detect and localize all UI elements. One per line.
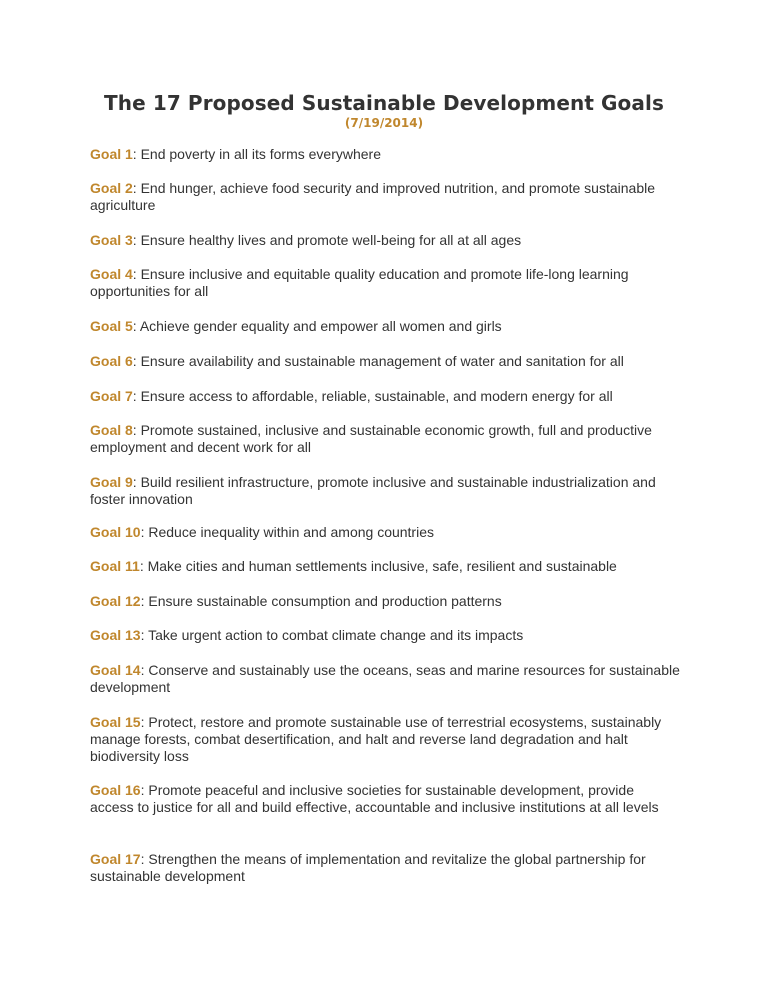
goal-text: Build resilient infrastructure, promote inclusive and sustainable industrialization and foster innovation (90, 474, 656, 507)
goal-label: Goal 14 (90, 662, 141, 678)
goal-item-10: Goal 10: Reduce inequality within and among countries (90, 524, 434, 540)
goal-label: Goal 4 (90, 266, 133, 282)
goal-label: Goal 7 (90, 388, 133, 404)
goal-item-17: Goal 17: Strengthen the means of implementation and revitalize the global partnership for sustainable development (90, 851, 646, 884)
goal-text: Ensure inclusive and equitable quality education and promote life-long learning opportunities for all (90, 266, 629, 299)
document-date: (7/19/2014) (344, 116, 424, 130)
goal-text: Ensure sustainable consumption and production patterns (148, 593, 502, 609)
goal-item-2: Goal 2: End hunger, achieve food security and improved nutrition, and promote sustainable agriculture (90, 180, 656, 213)
goal-text: Promote peaceful and inclusive societies for sustainable development, provide access to justice for all and build effective, accountable and inclusive institutions at all levels (90, 782, 659, 815)
goal-label: Goal 3 (90, 232, 133, 248)
goal-text: Ensure access to affordable, reliable, sustainable, and modern energy for all (140, 388, 613, 404)
goal-text: Achieve gender equality and empower all women and girls (139, 318, 502, 334)
goal-label: Goal 10 (90, 524, 141, 540)
goal-item-12: Goal 12: Ensure sustainable consumption and production patterns (90, 593, 502, 609)
goal-label: Goal 12 (90, 593, 141, 609)
goal-item-16: Goal 16: Promote peaceful and inclusive societies for sustainable development, provide access to justice for all and build effective, accountable and inclusive institutions at all levels (90, 782, 659, 815)
goal-label: Goal 11 (90, 558, 140, 574)
goal-item-6: Goal 6: Ensure availability and sustainable management of water and sanitation for all (90, 353, 624, 369)
page-title: The 17 Proposed Sustainable Development Goals (104, 91, 664, 115)
goal-item-7: Goal 7: Ensure access to affordable, reliable, sustainable, and modern energy for all (90, 388, 613, 404)
goal-item-5: Goal 5: Achieve gender equality and empower all women and girls (90, 318, 502, 334)
goal-label: Goal 16 (90, 782, 141, 798)
goal-text: Ensure healthy lives and promote well-being for all at all ages (140, 232, 522, 248)
goal-item-13: Goal 13: Take urgent action to combat climate change and its impacts (90, 627, 524, 643)
goal-text: Make cities and human settlements inclusive, safe, resilient and sustainable (147, 558, 617, 574)
goal-label: Goal 15 (90, 714, 141, 730)
goal-label: Goal 13 (90, 627, 141, 643)
goal-text: Ensure availability and sustainable management of water and sanitation for all (140, 353, 624, 369)
goal-label: Goal 2 (90, 180, 133, 196)
goal-label: Goal 9 (90, 474, 133, 490)
goal-text: End hunger, achieve food security and improved nutrition, and promote sustainable agriculture (90, 180, 656, 213)
goal-item-9: Goal 9: Build resilient infrastructure, promote inclusive and sustainable industrialization and foster innovation (90, 474, 656, 507)
goal-text: Strengthen the means of implementation and revitalize the global partnership for sustainable development (90, 851, 646, 884)
goal-label: Goal 8 (90, 422, 133, 438)
goal-item-14: Goal 14: Conserve and sustainably use the oceans, seas and marine resources for sustainable development (90, 662, 680, 695)
goal-text: Reduce inequality within and among countries (148, 524, 434, 540)
goal-label: Goal 5 (90, 318, 133, 334)
goal-text: Protect, restore and promote sustainable use of terrestrial ecosystems, sustainably manage forests, combat desertification, and halt and reverse land degradation and halt biodiversity loss (90, 714, 662, 764)
goal-item-3: Goal 3: Ensure healthy lives and promote well-being for all at all ages (90, 232, 522, 248)
goal-text: End poverty in all its forms everywhere (140, 146, 382, 162)
goal-item-1: Goal 1: End poverty in all its forms everywhere (90, 146, 382, 162)
goal-label: Goal 6 (90, 353, 133, 369)
goal-item-8: Goal 8: Promote sustained, inclusive and sustainable economic growth, full and productive employment and decent work for all (90, 422, 652, 455)
goal-text: Take urgent action to combat climate change and its impacts (148, 627, 524, 643)
goal-item-4: Goal 4: Ensure inclusive and equitable quality education and promote life-long learning opportunities for all (90, 266, 629, 299)
goal-label: Goal 17 (90, 851, 141, 867)
goal-label: Goal 1 (90, 146, 133, 162)
goal-item-11: Goal 11: Make cities and human settlements inclusive, safe, resilient and sustainable (90, 558, 617, 574)
goal-item-15: Goal 15: Protect, restore and promote sustainable use of terrestrial ecosystems, sustainably manage forests, combat desertification, and halt and reverse land degradation and halt biodiversity loss (90, 714, 662, 764)
goal-text: Conserve and sustainably use the oceans, seas and marine resources for sustainable development (90, 662, 680, 695)
goal-text: Promote sustained, inclusive and sustainable economic growth, full and productive employment and decent work for all (90, 422, 652, 455)
